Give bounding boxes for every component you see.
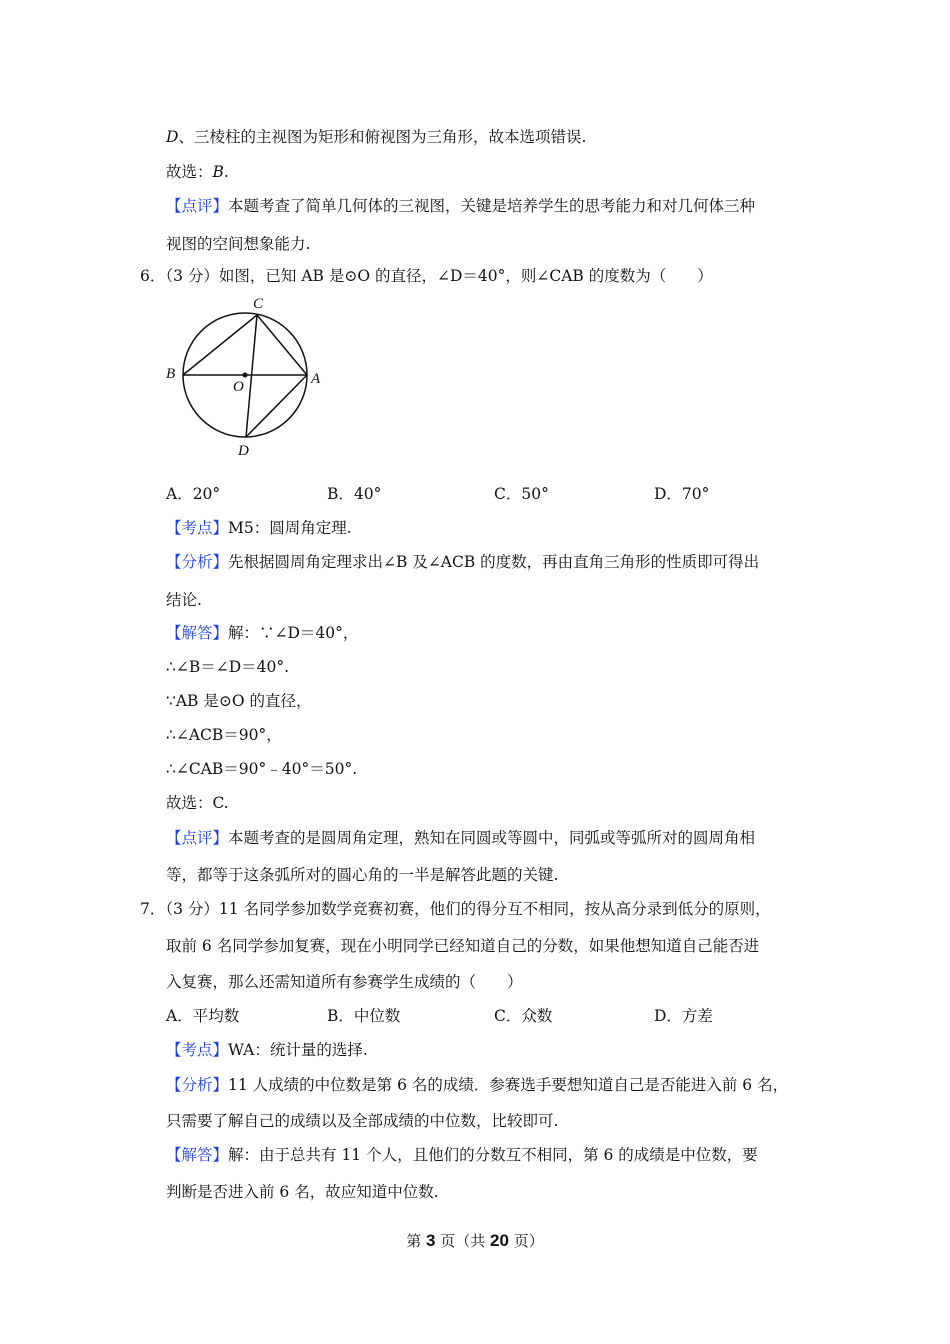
label-d: D xyxy=(238,443,249,459)
q6-option-d: D．70° xyxy=(654,485,710,503)
page-footer: 第 3 页（共 20 页） xyxy=(406,1231,544,1250)
chord-bc xyxy=(183,315,257,375)
q6-step-2: ∵AB 是⊙O 的直径， xyxy=(166,692,312,710)
q6-kaodian: 【考点】M5：圆周角定理. xyxy=(166,519,352,537)
prev-answer: 故选：B. xyxy=(166,163,229,181)
q7-option-d: D．方差 xyxy=(654,1007,713,1025)
label-a: A xyxy=(311,371,321,387)
q6-option-c: C．50° xyxy=(494,485,549,503)
q6-answer: 故选：C. xyxy=(166,794,229,812)
page-number: 3 xyxy=(426,1231,436,1250)
q7-jieda-line2: 判断是否进入前 6 名，故应知道中位数. xyxy=(166,1183,439,1201)
q6-fenxi-line1: 【分析】先根据圆周角定理求出∠B 及∠ACB 的度数，再由直角三角形的性质即可得出 xyxy=(166,553,760,571)
q6-dianping-line2: 等，都等于这条弧所对的圆心角的一半是解答此题的关键. xyxy=(166,866,559,884)
q7-fenxi-line2: 只需要了解自己的成绩以及全部成绩的中位数，比较即可. xyxy=(166,1112,559,1130)
q7-stem-line3: 入复赛，那么还需知道所有参赛学生成绩的（ ） xyxy=(166,973,523,991)
prev-option-d-analysis: D、三棱柱的主视图为矩形和俯视图为三角形，故本选项错误. xyxy=(166,128,587,146)
q7-stem-line2: 取前 6 名同学参加复赛，现在小明同学已经知道自己的分数，如果他想知道自己能否进 xyxy=(166,937,760,955)
q6-jieda-line1: 【解答】解：∵∠D＝40°， xyxy=(166,624,359,642)
q7-fenxi-line1: 【分析】11 人成绩的中位数是第 6 名的成绩．参赛选手要想知道自己是否能进入前 6 名， xyxy=(166,1076,789,1094)
prev-comment-line1: 【点评】本题考查了简单几何体的三视图，关键是培养学生的思考能力和对几何体三种 xyxy=(166,197,756,215)
q7-option-c: C．众数 xyxy=(494,1007,553,1025)
q7-jieda-line1: 【解答】解：由于总共有 11 个人，且他们的分数互不相同，第 6 的成绩是中位数，要 xyxy=(166,1146,758,1164)
q6-option-b: B．40° xyxy=(327,485,382,503)
q7-stem-line1: 7．（3 分）11 名同学参加数学竞赛初赛，他们的得分互不相同，按从高分录到低分的原则， xyxy=(140,900,771,918)
chord-cd xyxy=(246,315,257,437)
prev-comment-line2: 视图的空间想象能力. xyxy=(166,235,311,253)
q6-stem: 6．（3 分）如图，已知 AB 是⊙O 的直径，∠D＝40°，则∠CAB 的度数为（ ） xyxy=(140,267,713,285)
q6-option-a: A．20° xyxy=(166,485,221,503)
q6-step-4: ∴∠CAB＝90°﹣40°＝50°. xyxy=(166,760,358,778)
q6-fenxi-line2: 结论. xyxy=(166,591,202,609)
q7-option-b: B．中位数 xyxy=(327,1007,401,1025)
comment-tag: 【点评】 xyxy=(166,197,229,215)
label-o: O xyxy=(233,379,244,395)
q6-step-3: ∴∠ACB＝90°， xyxy=(166,726,282,744)
q7-option-a: A．平均数 xyxy=(166,1007,240,1025)
q6-dianping-line1: 【点评】本题考查的是圆周角定理，熟知在同圆或等圆中，同弧或等弧所对的圆周角相 xyxy=(166,829,756,847)
label-c: C xyxy=(253,296,264,312)
q7-kaodian: 【考点】WA：统计量的选择. xyxy=(166,1041,368,1059)
label-b: B xyxy=(166,366,176,382)
q6-circle-figure xyxy=(160,292,330,462)
center-point xyxy=(243,373,248,378)
q6-step-1: ∴∠B＝∠D＝40°. xyxy=(166,658,290,676)
page-total: 20 xyxy=(490,1231,509,1250)
